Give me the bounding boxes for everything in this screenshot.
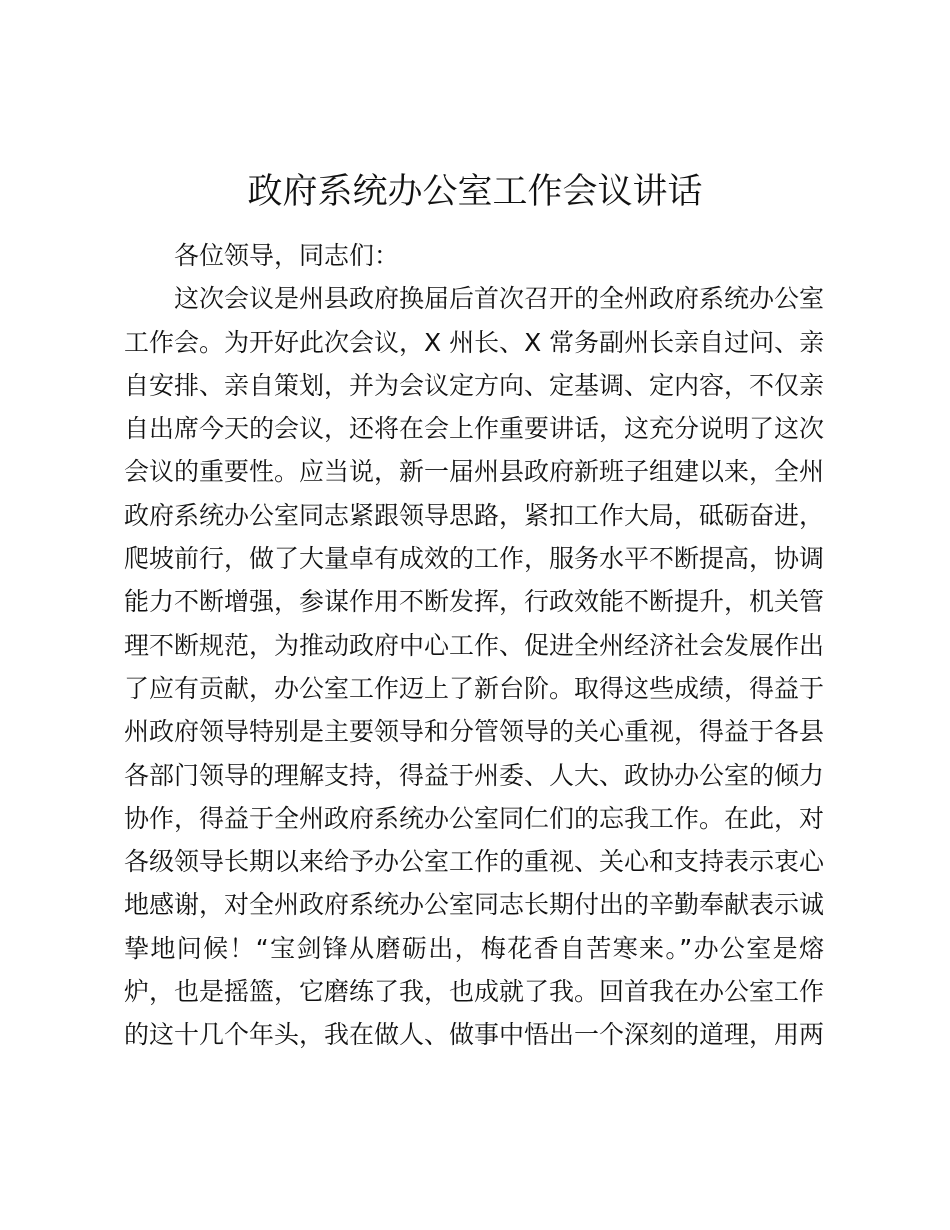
text-line: 理不断规范，为推动政府中心工作、促进全州经济社会发展作出 (124, 630, 825, 660)
text-line: 政府系统办公室同志紧跟领导思路，紧扣工作大局，砥砺奋进， (124, 500, 825, 530)
text-line: 能力不断增强，参谋作用不断发挥，行政效能不断提升，机关管 (124, 587, 825, 617)
text-line: 各部门领导的理解支持，得益于州委、人大、政协办公室的倾力 (124, 760, 825, 790)
document-title: 政府系统办公室工作会议讲话 (247, 172, 703, 212)
text-line: 自出席今天的会议，还将在会上作重要讲话，这充分说明了这次 (124, 414, 825, 444)
text-line: 了应有贡献，办公室工作迈上了新台阶。取得这些成绩，得益于 (124, 673, 825, 703)
text-line: 挚地问候！“宝剑锋从磨砺出，梅花香自苦寒来。”办公室是熔 (124, 933, 824, 963)
text-line: 会议的重要性。应当说，新一届州县政府新班子组建以来，全州 (124, 457, 825, 487)
text-line: 炉，也是摇篮，它磨练了我，也成就了我。回首我在办公室工作 (124, 977, 825, 1007)
text-line: 协作，得益于全州政府系统办公室同仁们的忘我工作。在此，对 (124, 803, 825, 833)
text-line: 自安排、亲自策划，并为会议定方向、定基调、定内容，不仅亲 (124, 370, 825, 400)
text-line: 的这十几个年头，我在做人、做事中悟出一个深刻的道理，用两 (124, 1020, 825, 1050)
text-line: 地感谢，对全州政府系统办公室同志长期付出的辛勤奉献表示诚 (124, 890, 825, 920)
text-line: 各级领导长期以来给予办公室工作的重视、关心和支持表示衷心 (124, 847, 825, 877)
document-body (124, 234, 824, 1057)
salutation: 各位领导，同志们： (174, 241, 400, 270)
text-line: 爬坡前行，做了大量卓有成效的工作，服务水平不断提高，协调 (124, 544, 825, 574)
text-line: 工作会。为开好此次会议，X 州长、X 常务副州长亲自过问、亲 (124, 327, 825, 357)
text-line: 州政府领导特别是主要领导和分管领导的关心重视，得益于各县 (124, 717, 825, 747)
text-line: 这次会议是州县政府换届后首次召开的全州政府系统办公室 (174, 284, 825, 314)
